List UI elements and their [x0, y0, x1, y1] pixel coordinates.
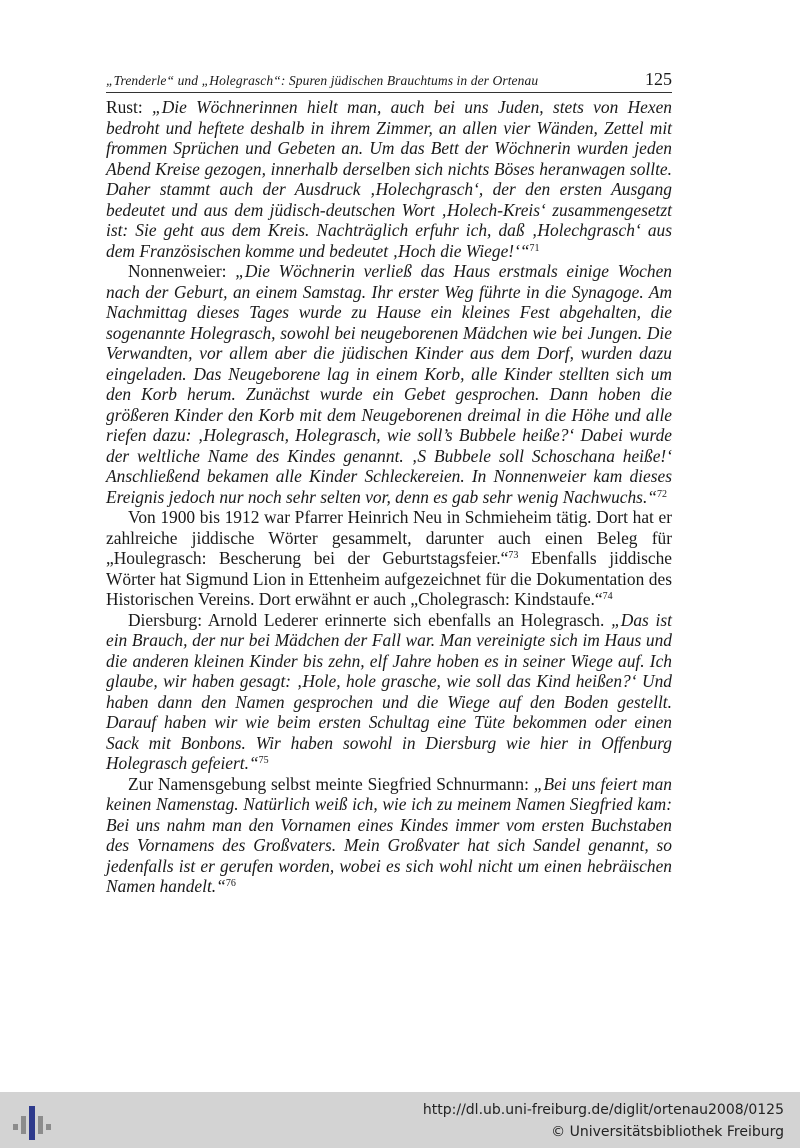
paragraph-diersburg: [106, 610, 672, 774]
paragraph-quote: „Das ist ein Brauch, der nur bei Mädchen der Fall war. Man vereinigte sich im Haus und die anderen kleinen Kinder bis zehn, elf Jahre hoben es in seiner Wiege auf. Ich glaube, wir haben gesagt: ‚Hole, hole grasche, wie soll das Kind heißen?‘ Und haben dann den Namen gesprochen und die Wiege auf den Boden gestellt. Darauf haben wir wie beim ersten Schultag eine Tüte bekommen oder einen Sack mit Bonbons. Wir haben sowohl in Diersburg wie hier in Offenburg Holegrasch gefeiert.“: [106, 609, 672, 773]
paragraph-rust: [106, 97, 672, 261]
paragraph-namensgebung: [106, 774, 672, 897]
running-head: [106, 66, 672, 93]
paragraph-text: Von 1900 bis 1912 war Pfarrer Heinrich Neu in Schmieheim tätig. Dort hat er zahlreiche jiddische Wörter gesammelt, darunter auch einen Beleg für „Houlegrasch: Bescherung bei der Geburtstagsfeier.“: [106, 507, 672, 568]
paragraph-quote: „Die Wöchnerinnen hielt man, auch bei uns Juden, stets von Hexen bedroht und heftete deshalb in ihrem Zimmer, an allen vier Wänden, Zettel mit frommen Sprüchen und Gebeten an. Um das Bett der Wöchnerin wurden jeden Abend Kreise gezogen, innerhalb derselben sich nichts Böses heranwagen sollte. Daher stammt auch der Ausdruck ‚Holechgrasch‘, der den ersten Ausgang bedeutet und aus dem jüdisch-deutschen Wort ‚Holech-Kreis‘ zusammengesetzt ist: Sie geht aus dem Kreis. Nachträglich erfuhr ich, daß ‚Holechgrasch‘ aus dem Französischen komme und bedeutet ‚Hoch die Wiege!‘“: [106, 97, 672, 261]
paragraph-lead: Diersburg: Arnold Lederer erinnerte sich ebenfalls an Holegrasch.: [128, 609, 612, 630]
footer-bar: [0, 1092, 800, 1148]
footnote-ref: 71: [529, 242, 540, 254]
paragraph-schmieheim: [106, 507, 672, 610]
page-number: 125: [645, 69, 672, 89]
footnote-ref: 74: [602, 591, 613, 602]
footnote-ref: 75: [258, 755, 269, 766]
paragraph-lead: Rust:: [106, 97, 153, 117]
paragraph-quote: „Die Wöchnerin verließ das Haus erstmals einige Wochen nach der Geburt, an einem Samstag. Ihr erster Weg führte in die Synagoge. Am Nachmittag dieses Tages wurde zu Hause ein kleines Fest abgehalten, die sogenannte Holegrasch, sowohl bei neugeborenen Mädchen wie bei Jungen. Die Verwandten, vor allem aber die jüdischen Kinder aus dem Dorf, wurden dazu eingeladen. Das Neugeborene lag in einem Korb, alle Kinder stellten sich um den Korb herum. Zunächst wurde ein Gebet gesprochen. Dann hoben die größeren Kinder den Korb mit dem Neugeborenen dreimal in die Höhe und alle riefen dazu: ‚Holegrasch, Holegrasch, wie soll’s Bubbele heiße?‘ Dabei wurde der weltliche Name des Kindes genannt. ‚S Bubbele soll Schoschana heiße!‘ Anschließend bekamen alle Kinder Schleckereien. In Nonnenweier kam dieses Ereignis jedoch nur noch sehr selten vor, denn es gab sehr wenig Nachwuchs.“: [106, 261, 672, 507]
footnote-ref: 73: [508, 550, 519, 561]
paragraph-nonnenweier: [106, 261, 672, 507]
source-url-link[interactable]: http://dl.ub.uni-freiburg.de/diglit/ortenau2008/0125: [422, 1102, 784, 1118]
running-title: „Trenderle“ und „Holegrasch“: Spuren jüdischen Brauchtums in der Ortenau: [106, 73, 539, 88]
paragraph-quote: „Bei uns feiert man keinen Namenstag. Natürlich weiß ich, wie ich zu meinem Namen Siegfried kam: Bei uns nahm man den Vornamen eines Kindes immer vom ersten Buchstaben des Vornamens des Großvaters. Mein Großvater hat sich Sandel genannt, so jedenfalls ist er gerufen worden, wobei es sich wohl nicht um einen hebräischen Namen handelt.“: [106, 773, 672, 896]
paragraph-lead: Nonnenweier:: [128, 261, 236, 281]
copyright-notice: © Universitätsbibliothek Freiburg: [551, 1124, 784, 1140]
body-text: [106, 97, 672, 897]
paragraph-lead: Zur Namensgebung selbst meinte Siegfried Schnurmann:: [128, 773, 534, 794]
ub-freiburg-logo-icon: [12, 1104, 52, 1142]
paragraph-text: Ebenfalls jiddische Wörter hat Sigmund Lion in Ettenheim aufgezeichnet für die Dokumentation des Historischen Vereins. Dort erwähnt er auch „Cholegrasch: Kindstaufe.“: [106, 548, 673, 609]
footnote-ref: 72: [656, 488, 667, 500]
footnote-ref: 76: [225, 878, 236, 889]
